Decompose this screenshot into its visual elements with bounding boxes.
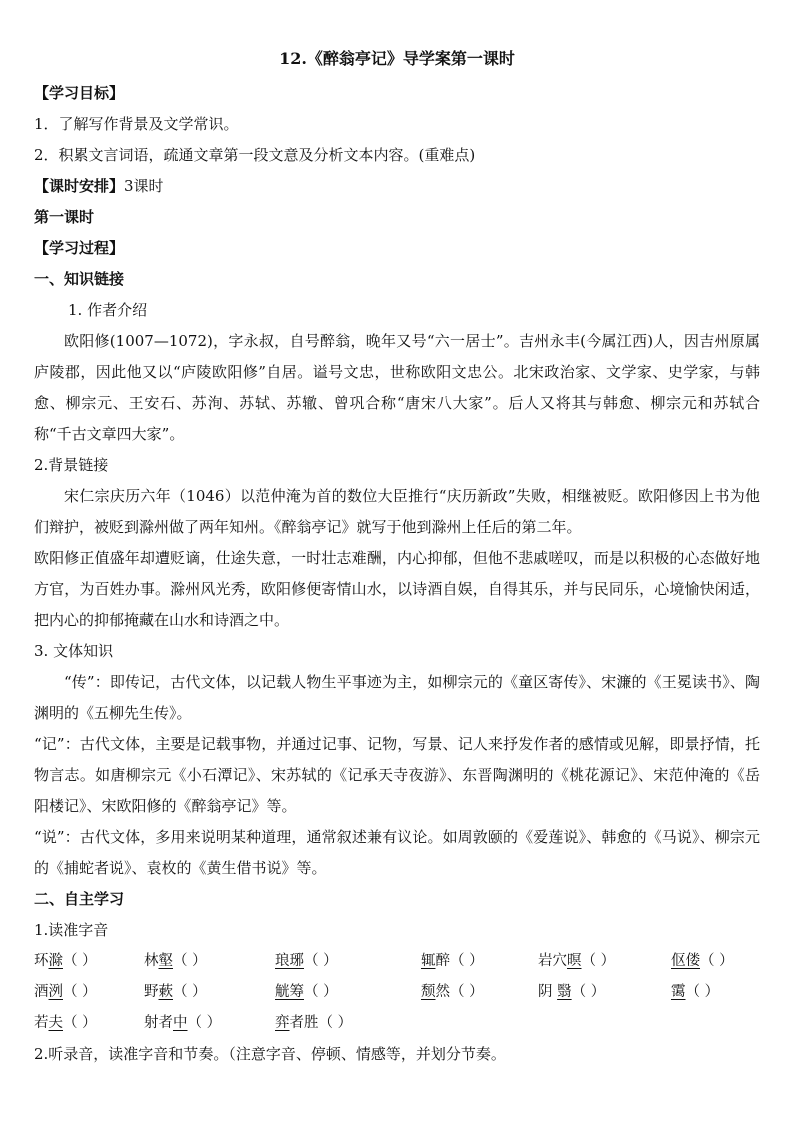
background-heading: 2.背景链接 [34,456,109,474]
word-row-1 [34,946,760,977]
word-item: 林壑（ ） [144,953,207,969]
word-item: 辄醉（ ） [421,953,484,969]
word-item: 霭（ ） [671,984,720,1000]
listen-instruction: 2.听录音，读准字音和节奏。（注意字音、停顿、情感等，并划分节奏。 [34,1045,506,1063]
word-row-3 [34,1008,760,1039]
schedule-heading: 【课时安排】 [34,177,125,195]
word-item: 伛偻（ ） [671,953,734,969]
page-title: 12.《醉翁亭记》导学案第一课时 [279,49,515,68]
lesson-label: 第一课时 [34,208,95,226]
process-heading: 【学习过程】 [34,239,125,257]
word-item: 射者中（ ） [144,1015,222,1031]
word-item: 岩穴暝（ ） [538,953,616,969]
genre-heading: 3. 文体知识 [34,642,114,660]
goal-item-2: 2．积累文言词语，疏通文章第一段文意及分析文本内容。(重难点) [34,146,476,164]
genre-ji: “记”：古代文体，主要是记载事物，并通过记事、记物，写景、记人来抒发作者的感情或见解，即景抒情，托物言志。如唐柳宗元《小石潭记》、宋苏轼的《记承天寺夜游》、东晋陶渊明的《桃花源记》、宋范仲淹的《岳阳楼记》、宋欧阳修的《醉翁亭记》等。 [34,735,760,815]
section2-heading: 二、自主学习 [34,890,125,908]
genre-zhuan: “传”：即传记，古代文体，以记载人物生平事迹为主，如柳宗元的《童区寄传》、宋濂的《王冕读书》、陶渊明的《五柳先生传》。 [34,673,760,722]
section1-heading: 一、知识链接 [34,270,125,288]
read-heading: 1.读准字音 [34,921,109,939]
word-item: 琅琊（ ） [275,953,338,969]
word-item: 野蔌（ ） [144,984,207,1000]
author-paragraph: 欧阳修(1007—1072)，字永叔，自号醉翁，晚年又号“六一居士”。吉州永丰(今属江西)人，因吉州原属庐陵郡，因此他又以“庐陵欧阳修”自居。谥号文忠，世称欧阳文忠公。北宋政治家、文学家、史学家，与韩愈、柳宗元、王安石、苏洵、苏轼、苏辙、曾巩合称“唐宋八大家”。后人又将其与韩愈、柳宗元和苏轼合称“千古文章四大家”。 [34,332,760,443]
word-item: 阴 翳（ ） [538,984,606,1000]
word-item: 弈者胜（ ） [275,1015,353,1031]
word-item: 若夫（ ） [34,1015,97,1031]
author-heading: 1. 作者介绍 [68,301,148,319]
genre-shuo: “说”：古代文体，多用来说明某种道理，通常叙述兼有议论。如周敦颐的《爱莲说》、韩愈的《马说》、柳宗元的《捕蛇者说》、袁枚的《黄生借书说》等。 [34,828,760,877]
goal-item-1: 1．了解写作背景及文学常识。 [34,115,239,133]
word-item: 颓然（ ） [421,984,484,1000]
word-item: 觥筹（ ） [275,984,338,1000]
schedule-value: 3课时 [124,177,164,195]
background-paragraph-1: 宋仁宗庆历六年（1046）以范仲淹为首的数位大臣推行“庆历新政”失败，相继被贬。欧阳修因上书为他们辩护，被贬到滁州做了两年知州。《醉翁亭记》就写于他到滁州上任后的第二年。 [34,487,760,536]
word-item: 环滁（ ） [34,953,97,969]
word-row-2 [34,977,760,1008]
pronunciation-table [34,946,760,1039]
goals-heading: 【学习目标】 [34,84,125,102]
schedule-line [34,171,760,202]
word-item: 酒洌（ ） [34,984,97,1000]
background-paragraph-2: 欧阳修正值盛年却遭贬谪，仕途失意，一时壮志难酬，内心抑郁，但他不悲戚嗟叹，而是以积极的心态做好地方官，为百姓办事。滁州风光秀，欧阳修便寄情山水，以诗酒自娱，自得其乐，并与民同乐，心境愉快闲适，把内心的抑郁掩藏在山水和诗酒之中。 [34,549,760,629]
